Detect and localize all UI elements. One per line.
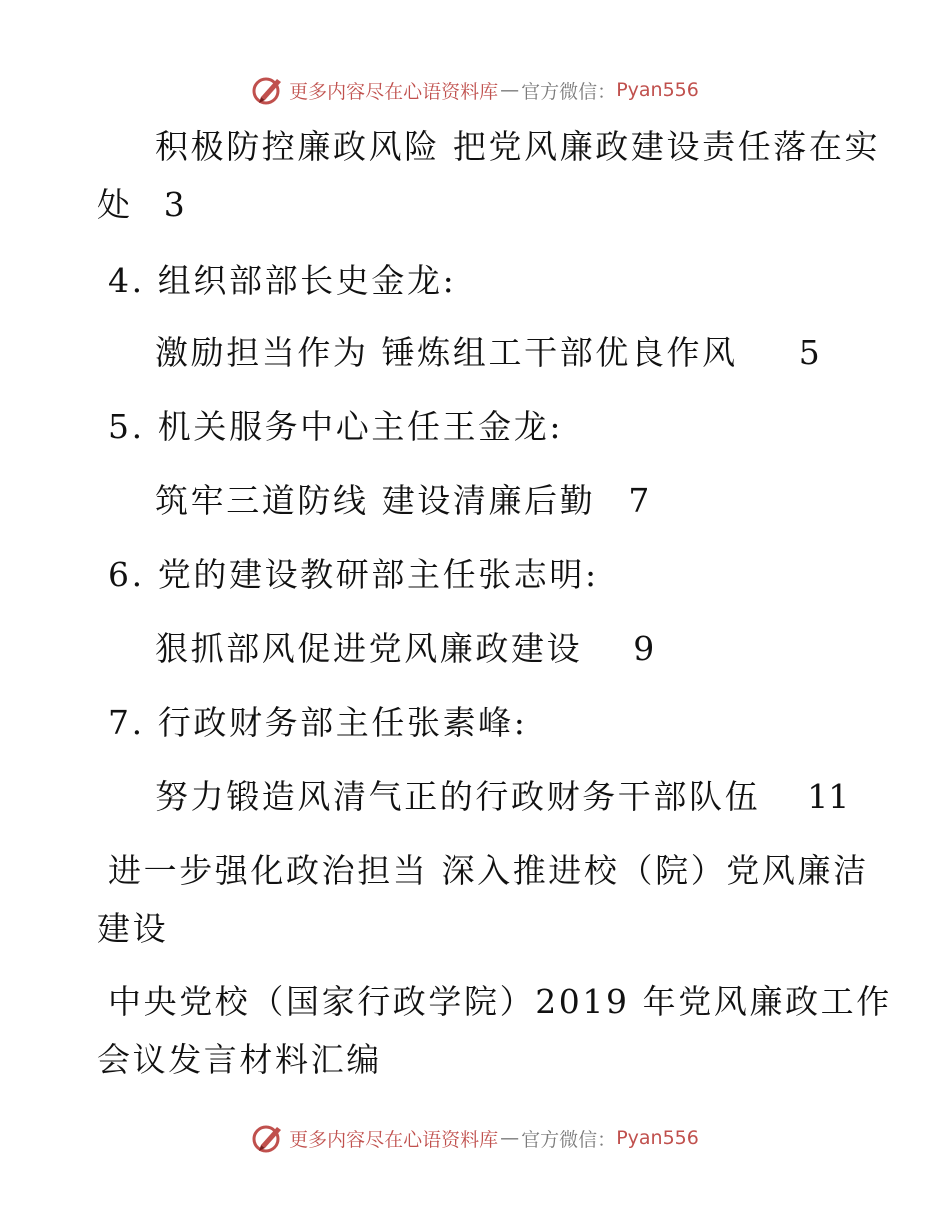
banner-site-text: 更多内容尽在心语资料库 bbox=[289, 80, 499, 103]
toc-line-text: 激励担当作为 锤炼组工干部优良作风 bbox=[155, 333, 738, 372]
toc-line-text: 7. 行政财务部主任张素峰: bbox=[108, 703, 528, 742]
toc-line-5 bbox=[108, 407, 564, 446]
toc-line-text: 5. 机关服务中心主任王金龙: bbox=[108, 407, 564, 446]
toc-page-number: 11 bbox=[807, 777, 850, 816]
toc-page-number: 3 bbox=[163, 185, 185, 224]
toc-page-number: 5 bbox=[798, 333, 820, 372]
toc-line-text: 处 bbox=[97, 185, 133, 224]
pen-logo-icon bbox=[251, 1121, 285, 1155]
banner-wechat-label: 官方微信： bbox=[521, 80, 617, 103]
toc-line-10 bbox=[155, 777, 850, 816]
toc-line-11 bbox=[108, 851, 869, 890]
toc-line-8 bbox=[155, 629, 655, 668]
toc-line-text: 建设 bbox=[97, 909, 169, 948]
toc-line-text: 4. 组织部部长史金龙: bbox=[108, 261, 457, 300]
toc-page-number: 9 bbox=[633, 629, 655, 668]
toc-line-1 bbox=[155, 127, 881, 166]
banner-wechat-id: Pyan556 bbox=[616, 79, 699, 101]
toc-line-3 bbox=[108, 261, 457, 300]
toc-line-text: 中央党校（国家行政学院）2019 年党风廉政工作 bbox=[108, 982, 892, 1021]
toc-line-6 bbox=[155, 481, 650, 520]
toc-line-9 bbox=[108, 703, 528, 742]
toc-line-12 bbox=[97, 909, 169, 948]
toc-line-2 bbox=[97, 185, 185, 224]
toc-line-text: 会议发言材料汇编 bbox=[97, 1040, 382, 1079]
toc-line-text: 积极防控廉政风险 把党风廉政建设责任落在实 bbox=[155, 127, 881, 166]
toc-line-7 bbox=[108, 555, 599, 594]
pen-logo-icon bbox=[251, 73, 285, 107]
banner-site-text: 更多内容尽在心语资料库 bbox=[289, 1128, 499, 1151]
header-watermark-banner bbox=[0, 70, 950, 110]
banner-separator: — bbox=[500, 79, 520, 101]
toc-line-13 bbox=[108, 982, 892, 1021]
toc-line-14 bbox=[97, 1040, 382, 1079]
banner-wechat-label: 官方微信： bbox=[521, 1128, 617, 1151]
toc-page-number: 7 bbox=[628, 481, 650, 520]
toc-line-text: 狠抓部风促进党风廉政建设 bbox=[155, 629, 583, 668]
banner-separator: — bbox=[500, 1127, 520, 1149]
toc-line-text: 进一步强化政治担当 深入推进校（院）党风廉洁 bbox=[108, 851, 869, 890]
toc-line-text: 6. 党的建设教研部主任张志明: bbox=[108, 555, 599, 594]
banner-wechat-id: Pyan556 bbox=[616, 1127, 699, 1149]
footer-watermark-banner bbox=[0, 1118, 950, 1158]
toc-line-text: 努力锻造风清气正的行政财务干部队伍 bbox=[155, 777, 761, 816]
toc-line-4 bbox=[155, 333, 820, 372]
toc-line-text: 筑牢三道防线 建设清廉后勤 bbox=[155, 481, 596, 520]
